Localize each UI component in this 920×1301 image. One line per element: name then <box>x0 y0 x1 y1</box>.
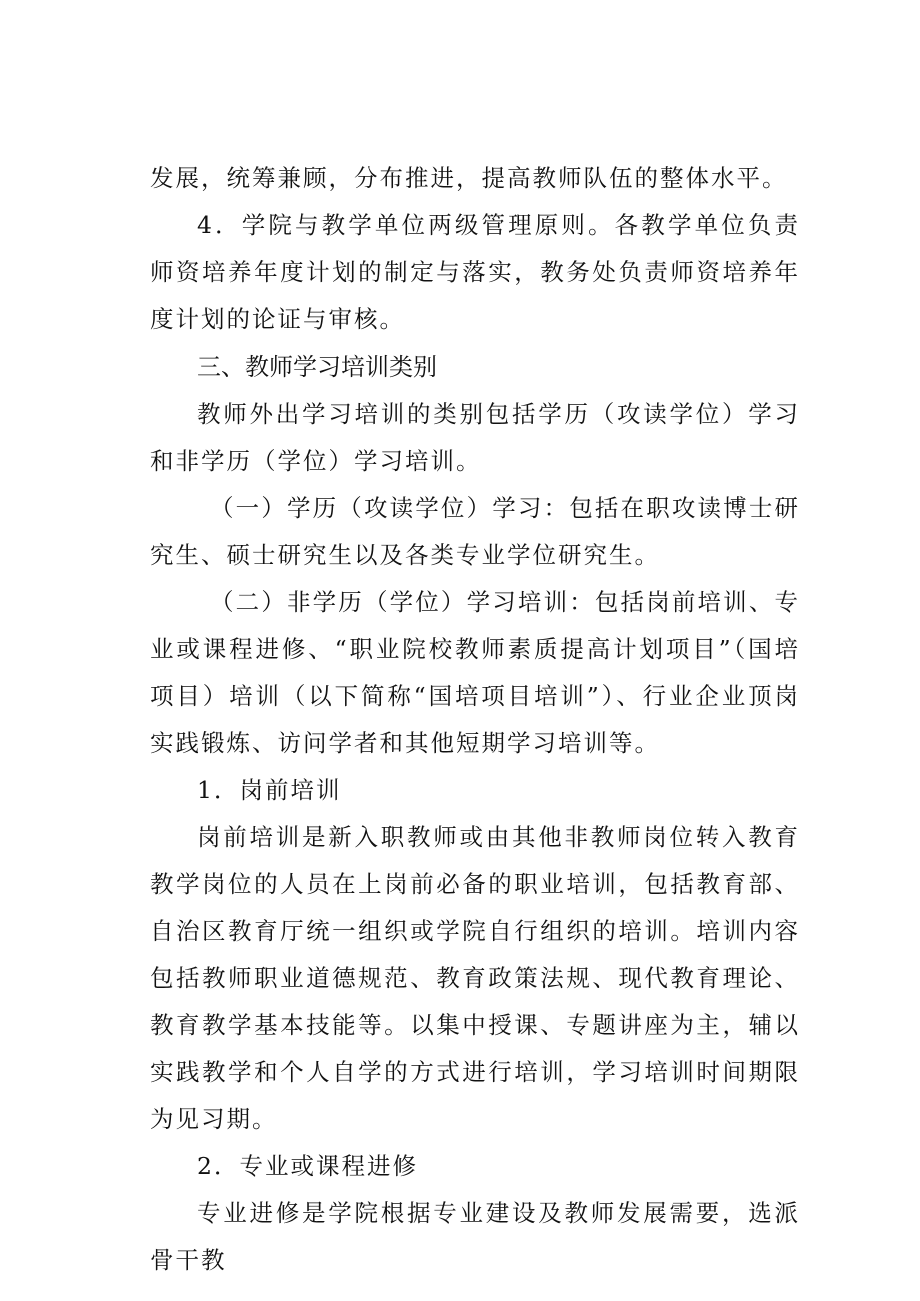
paragraph-categories-intro: 教师外出学习培训的类别包括学历（攻读学位）学习和非学历（学位）学习培训。 <box>150 400 800 475</box>
document-body <box>150 155 800 1284</box>
category-item-degree-study: （一）学历（攻读学位）学习：包括在职攻读博士研究生、硕士研究生以及各类专业学位研究生。 <box>150 494 800 569</box>
category-item-non-degree-training: （二）非学历（学位）学习培训：包括岗前培训、专业或课程进修、“职业院校教师素质提高计划项目”（国培项目）培训（以下简称“国培项目培训”）、行业企业顶岗实践锻炼、访问学者和其他短期学习培训等。 <box>150 588 800 757</box>
paragraph-pre-job-training: 岗前培训是新入职教师或由其他非教师岗位转入教育教学岗位的人员在上岗前必备的职业培训，包括教育部、自治区教育厅统一组织或学院自行组织的培训。培训内容包括教师职业道德规范、教育政策法规、现代教育理论、教育教学基本技能等。以集中授课、专题讲座为主，辅以实践教学和个人自学的方式进行培训，学习培训时间期限为见习期。 <box>150 823 800 1133</box>
paragraph-professional-study: 专业进修是学院根据专业建设及教师发展需要，选派骨干教 <box>150 1199 800 1274</box>
section-heading-training-categories: 三、教师学习培训类别 <box>197 353 437 381</box>
paragraph-continuation: 发展，统筹兼顾，分布推进，提高教师队伍的整体水平。 <box>150 164 788 192</box>
principle-item-4: 4．学院与教学单位两级管理原则。各教学单位负责师资培养年度计划的制定与落实，教务处负责师资培养年度计划的论证与审核。 <box>150 211 800 333</box>
subheading-pre-job-training: 1．岗前培训 <box>197 776 342 804</box>
subheading-professional-study: 2．专业或课程进修 <box>197 1152 418 1180</box>
